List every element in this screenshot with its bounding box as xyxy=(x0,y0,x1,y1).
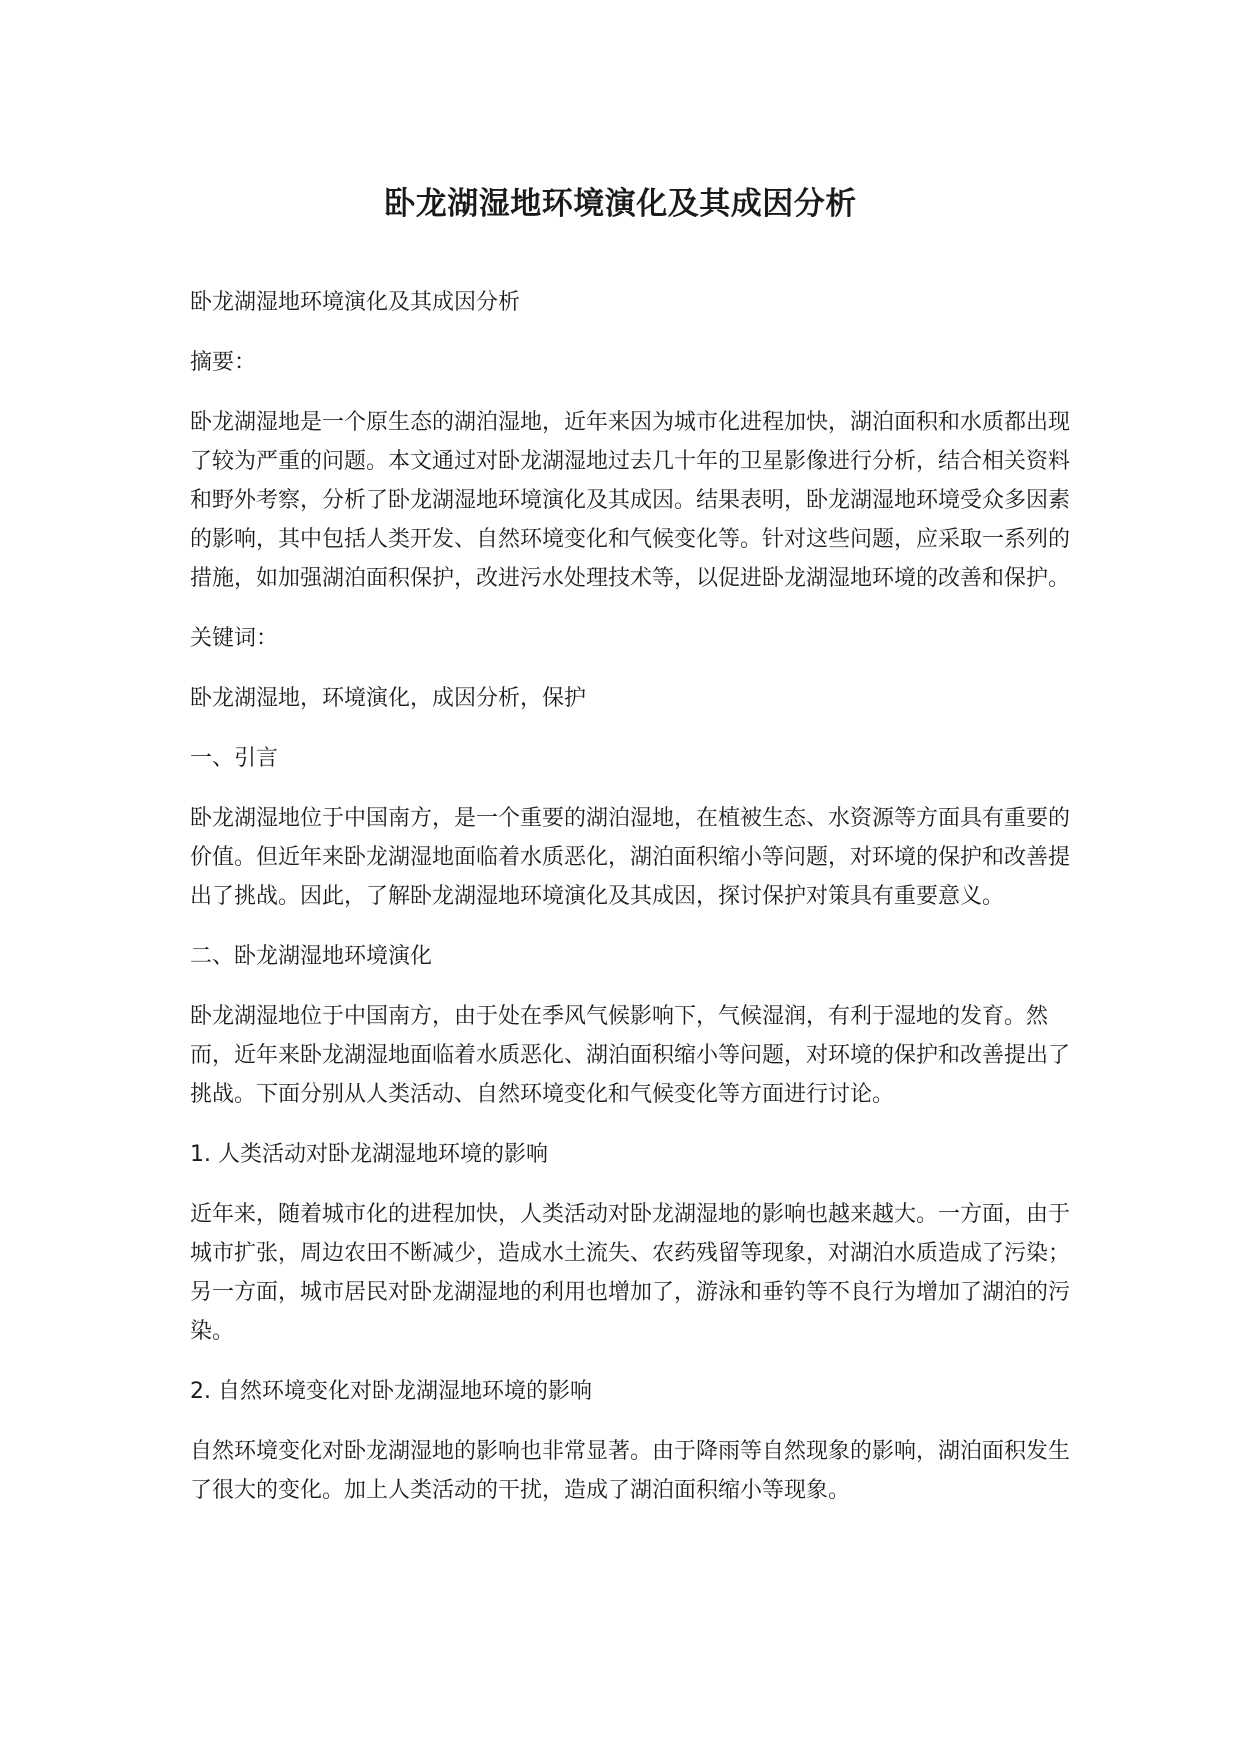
section-heading-introduction: 一、引言 xyxy=(190,746,279,771)
natural-change-paragraph: 自然环境变化对卧龙湖湿地的影响也非常显著。由于降雨等自然现象的影响，湖泊面积发生了很大的变化。加上人类活动的干扰，造成了湖泊面积缩小等现象。 xyxy=(190,1439,1071,1503)
evolution-paragraph: 卧龙湖湿地位于中国南方，由于处在季风气候影响下，气候湿润，有利于湿地的发育。然而，近年来卧龙湖湿地面临着水质恶化、湖泊面积缩小等问题，对环境的保护和改善提出了挑战。下面分别从人类活动、自然环境变化和气候变化等方面进行讨论。 xyxy=(190,1004,1071,1107)
subsection-heading-human-activity: 1. 人类活动对卧龙湖湿地环境的影响 xyxy=(190,1142,548,1167)
abstract-heading: 摘要： xyxy=(190,350,257,375)
abstract-paragraph: 卧龙湖湿地是一个原生态的湖泊湿地，近年来因为城市化进程加快，湖泊面积和水质都出现了较为严重的问题。本文通过对卧龙湖湿地过去几十年的卫星影像进行分析，结合相关资料和野外考察，分析了卧龙湖湿地环境演化及其成因。结果表明，卧龙湖湿地环境受众多因素的影响，其中包括人类开发、自然环境变化和气候变化等。针对这些问题，应采取一系列的措施，如加强湖泊面积保护，改进污水处理技术等，以促进卧龙湖湿地环境的改善和保护。 xyxy=(190,410,1071,591)
subtitle-paragraph: 卧龙湖湿地环境演化及其成因分析 xyxy=(190,290,521,315)
document-body xyxy=(190,283,1090,1531)
introduction-paragraph: 卧龙湖湿地位于中国南方，是一个重要的湖泊湿地，在植被生态、水资源等方面具有重要的价值。但近年来卧龙湖湿地面临着水质恶化，湖泊面积缩小等问题，对环境的保护和改善提出了挑战。因此，了解卧龙湖湿地环境演化及其成因，探讨保护对策具有重要意义。 xyxy=(190,806,1071,909)
section-heading-evolution: 二、卧龙湖湿地环境演化 xyxy=(190,944,433,969)
subsection-heading-natural-change: 2. 自然环境变化对卧龙湖湿地环境的影响 xyxy=(190,1379,592,1404)
keywords-heading: 关键词： xyxy=(190,626,279,651)
document-title: 卧龙湖湿地环境演化及其成因分析 xyxy=(384,186,857,222)
keywords-paragraph: 卧龙湖湿地，环境演化，成因分析，保护 xyxy=(190,686,587,711)
human-activity-paragraph: 近年来，随着城市化的进程加快，人类活动对卧龙湖湿地的影响也越来越大。一方面，由于城市扩张，周边农田不断减少，造成水土流失、农药残留等现象，对湖泊水质造成了污染；另一方面，城市居民对卧龙湖湿地的利用也增加了，游泳和垂钓等不良行为增加了湖泊的污染。 xyxy=(190,1202,1071,1344)
